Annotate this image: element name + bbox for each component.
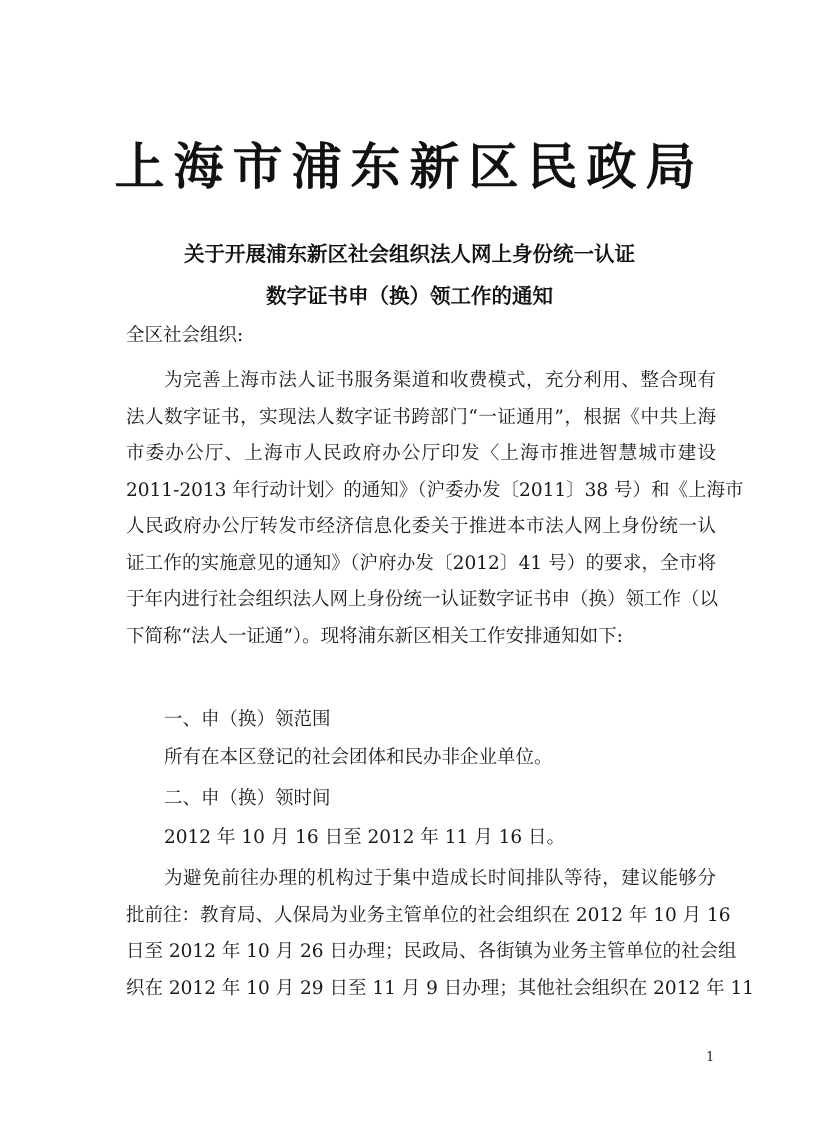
paragraph-line: 法人数字证书，实现法人数字证书跨部门“一证通用”，根据《中共上海 bbox=[126, 406, 716, 428]
section-body-time: 2012 年 10 月 16 日至 2012 年 11 月 16 日。 bbox=[164, 827, 566, 848]
paragraph-line: 下简称“法人一证通”）。现将浦东新区相关工作安排通知如下: bbox=[126, 625, 623, 647]
paragraph-line: 日至 2012 年 10 月 26 日办理；民政局、各街镇为业务主管单位的社会组 bbox=[126, 941, 737, 962]
paragraph-line: 为完善上海市法人证书服务渠道和收费模式，充分利用、整合现有 bbox=[164, 370, 716, 391]
section-heading-scope: 一、申（换）领范围 bbox=[164, 709, 331, 730]
paragraph-line: 2011-2013 年行动计划〉的通知》（沪委办发〔2011〕38 号）和《上海市 bbox=[126, 479, 744, 501]
paragraph-line: 于年内进行社会组织法人网上身份统一认证数字证书申（换）领工作（以 bbox=[126, 589, 719, 610]
section-body-scope: 所有在本区登记的社会团体和民办非企业单位。 bbox=[164, 747, 553, 768]
paragraph-line: 证工作的实施意见的通知》（沪府办发〔2012〕41 号）的要求，全市将 bbox=[126, 552, 716, 574]
paragraph-line: 织在 2012 年 10 月 29 日至 11 月 9 日办理；其他社会组织在 2012 年 11 bbox=[126, 977, 755, 999]
intro-paragraph bbox=[126, 363, 744, 655]
notice-title-line-1: 关于开展浦东新区社会组织法人网上身份统一认证 bbox=[184, 242, 635, 266]
page-number: 1 bbox=[706, 1050, 715, 1065]
paragraph-line: 市委办公厅、上海市人民政府办公厅印发〈上海市推进智慧城市建设 bbox=[126, 443, 716, 464]
paragraph-line: 批前往：教育局、人保局为业务主管单位的社会组织在 2012 年 10 月 16 bbox=[126, 904, 731, 926]
notice-title-line-2: 数字证书申（换）领工作的通知 bbox=[266, 284, 553, 308]
section-heading-time: 二、申（换）领时间 bbox=[164, 788, 331, 809]
paragraph-line: 为避免前往办理的机构过于集中造成长时间排队等待，建议能够分 bbox=[164, 868, 716, 889]
issuer-masthead: 上海市浦东新区民政局 bbox=[114, 137, 705, 196]
paragraph-line: 人民政府办公厅转发市经济信息化委关于推进本市法人网上身份统一认 bbox=[126, 516, 716, 537]
salutation: 全区社会组织: bbox=[126, 325, 244, 346]
schedule-paragraph bbox=[126, 861, 755, 1007]
